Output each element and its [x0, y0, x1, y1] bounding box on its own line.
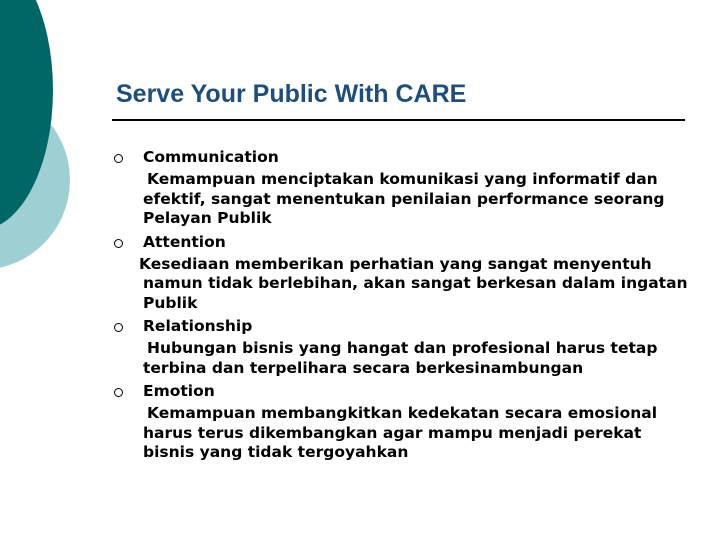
item-heading: Attention — [143, 232, 226, 251]
hollow-circle-icon — [114, 239, 123, 248]
item-heading: Emotion — [143, 382, 215, 400]
decorative-circles — [0, 0, 120, 300]
hollow-circle-icon — [114, 388, 123, 397]
item-description: Hubungan bisnis yang hangat dan profesional harus tetap terbina dan terpelihara secara berkesinambungan — [143, 339, 658, 377]
list-item-attention — [114, 233, 694, 314]
hollow-circle-icon — [114, 154, 123, 163]
list-item-emotion — [114, 382, 694, 463]
item-description: Kemampuan menciptakan komunikasi yang informatif dan efektif, sangat menentukan penilaian performance seorang Pelayan Publik — [143, 170, 665, 227]
list-item-communication — [114, 148, 694, 229]
bullet-list — [114, 148, 694, 467]
item-heading: Communication — [143, 148, 279, 166]
page-title: Serve Your Public With CARE — [116, 80, 467, 108]
hollow-circle-icon — [114, 323, 123, 332]
title-divider — [112, 119, 685, 121]
item-description: Kesediaan memberikan perhatian yang sangat menyentuh namun tidak berlebihan, akan sangat berkesan dalam ingatan Publik — [139, 254, 688, 312]
item-description: Kemampuan membangkitkan kedekatan secara emosional harus terus dikembangkan agar mampu menjadi perekat bisnis yang tidak tergoyahkan — [143, 404, 658, 461]
list-item-relationship — [114, 317, 694, 378]
item-heading: Relationship — [143, 317, 253, 335]
